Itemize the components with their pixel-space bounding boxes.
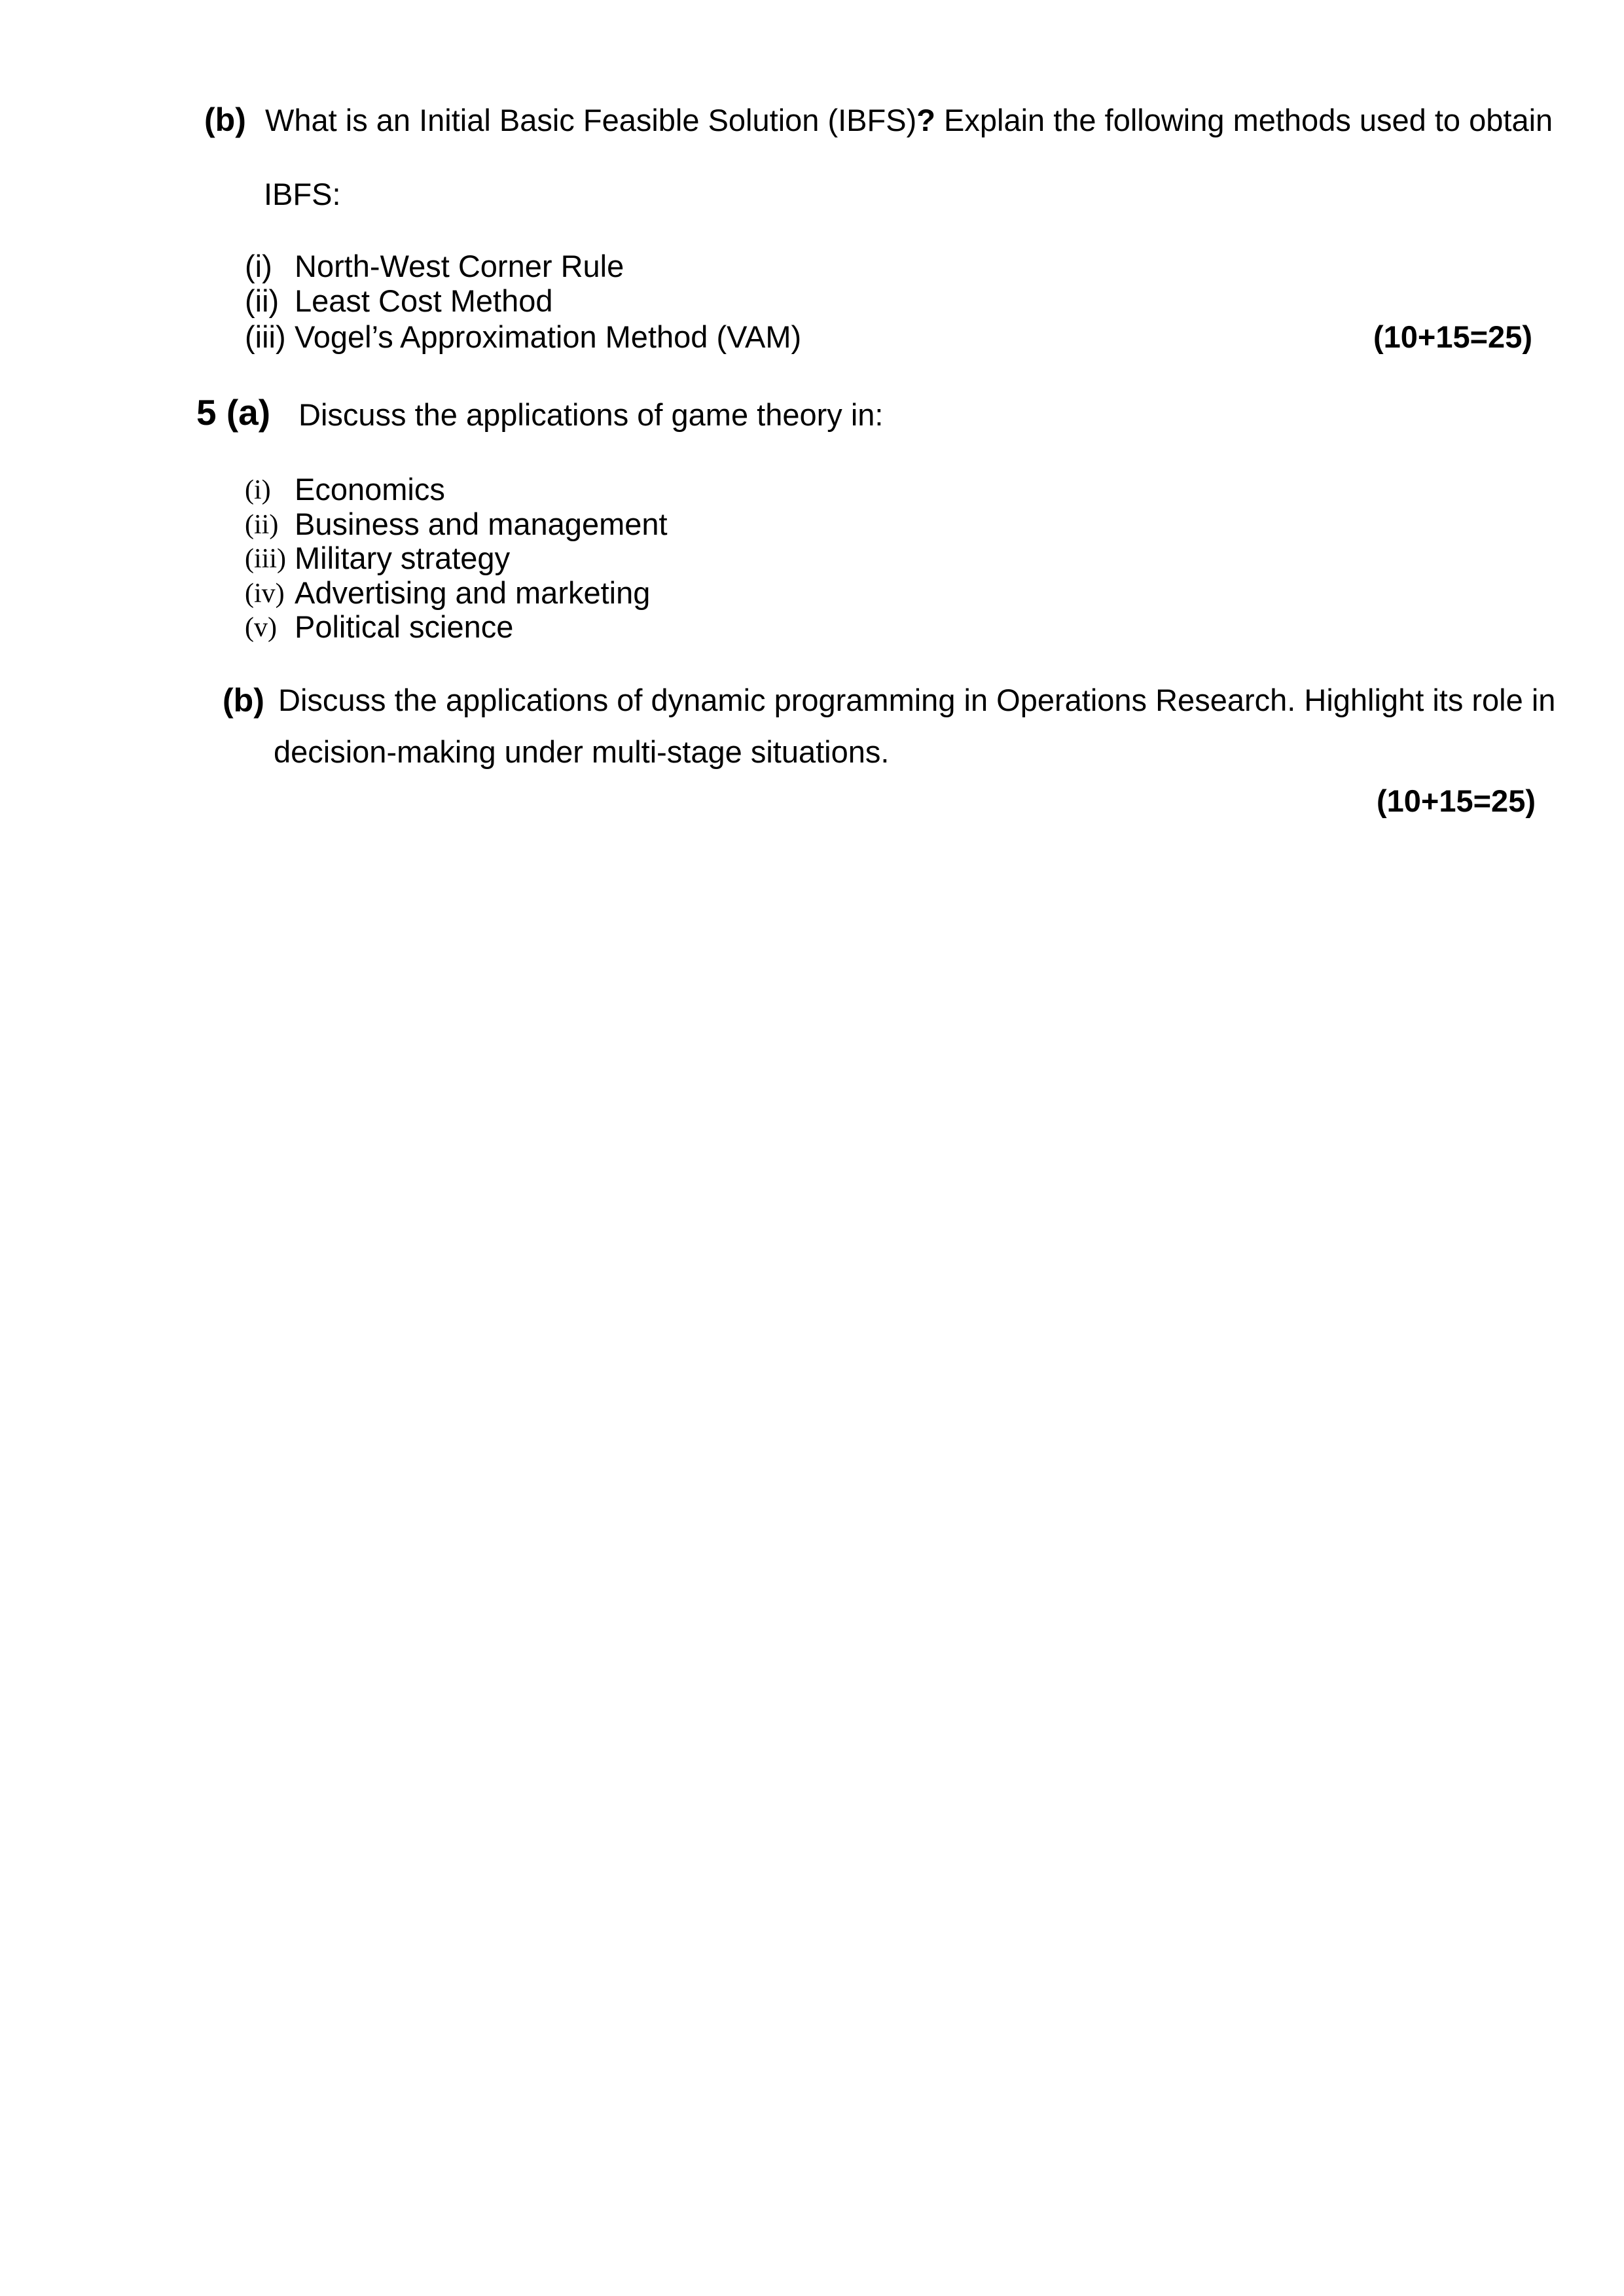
- question-mark: ?: [916, 103, 935, 137]
- list-item-num: (ii): [245, 283, 280, 318]
- list-item-num: (ii): [245, 510, 279, 540]
- question-text-4b: [265, 105, 1553, 135]
- list-item-text: North-West Corner Rule: [295, 249, 624, 283]
- question-label-5a: 5 (a): [196, 392, 271, 433]
- list-item-text: Least Cost Method: [295, 283, 553, 318]
- question-text-4b-continuation: IBFS:: [264, 177, 341, 211]
- list-item-text: Advertising and marketing: [295, 575, 651, 610]
- question-text-5a: Discuss the applications of game theory in:: [298, 397, 884, 432]
- list-item-num: (iii): [245, 544, 286, 574]
- question-label-5b: (b): [223, 682, 264, 719]
- list-item-num: (iii): [245, 319, 286, 354]
- list-item-text: Political science: [295, 609, 514, 644]
- list-item-text: Economics: [295, 472, 445, 507]
- question-text-4b-part1: What is an Initial Basic Feasible Solution (IBFS): [265, 103, 917, 137]
- marks-4b: (10+15=25): [1373, 319, 1532, 354]
- question-text-4b-part2: Explain the following methods used to obtain: [935, 103, 1553, 137]
- list-item-text: Business and management: [295, 507, 668, 541]
- question-text-5b-line2: decision-making under multi-stage situations.: [274, 734, 890, 769]
- list-item-num: (i): [245, 475, 271, 505]
- question-label-4b: (b): [204, 101, 246, 138]
- list-item-num: (v): [245, 613, 277, 643]
- question-text-5b-line1: Discuss the applications of dynamic programming in Operations Research. Highlight its role in: [278, 683, 1556, 717]
- list-item-text: Vogel’s Approximation Method (VAM): [295, 319, 802, 354]
- list-item-text: Military strategy: [295, 541, 511, 575]
- list-item-num: (iv): [245, 579, 285, 609]
- list-item-num: (i): [245, 249, 272, 283]
- marks-5b: (10+15=25): [1376, 783, 1536, 818]
